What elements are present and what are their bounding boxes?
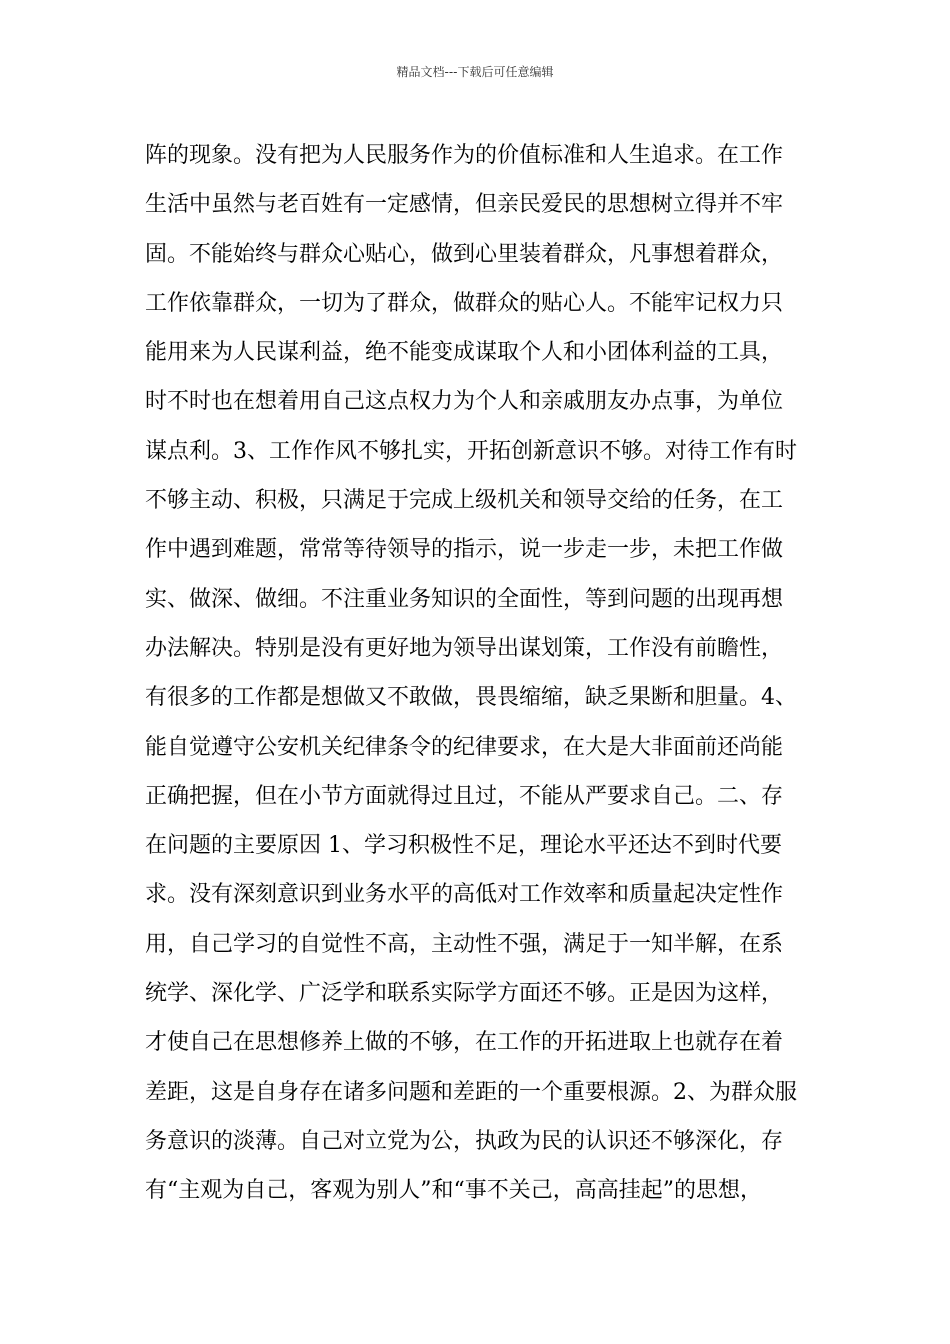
- text-line: 时不时也在想着用自己这点权力为个人和亲戚朋友办点事，为单位: [145, 389, 784, 415]
- text-line: 能自觉遵守公安机关纪律条令的纪律要求，在大是大非面前还尚能: [145, 734, 784, 760]
- text-line: 实、做深、做细。不注重业务知识的全面性，等到问题的出现再想: [145, 586, 784, 612]
- text-line: 生活中虽然与老百姓有一定感情，但亲民爱民的思想树立得并不牢: [145, 192, 784, 218]
- body-text: [145, 131, 825, 1216]
- text-line: 固。不能始终与群众心贴心，做到心里装着群众，凡事想着群众，: [145, 241, 784, 267]
- text-line: 办法解决。特别是没有更好地为领导出谋划策，工作没有前瞻性，: [145, 635, 784, 661]
- text-line: 不够主动、积极，只满足于完成上级机关和领导交给的任务，在工: [145, 488, 784, 514]
- text-line: 在问题的主要原因 1、学习积极性不足，理论水平还达不到时代要: [145, 833, 782, 859]
- text-line: 才使自己在思想修养上做的不够，在工作的开拓进取上也就存在着: [145, 1030, 784, 1056]
- text-line: 有很多的工作都是想做又不敢做，畏畏缩缩，缺乏果断和胆量。4、: [145, 685, 797, 711]
- text-line: 能用来为人民谋利益，绝不能变成谋取个人和小团体利益的工具，: [145, 340, 784, 366]
- text-line: 有“主观为自己，客观为别人”和“事不关己，高高挂起”的思想，: [145, 1178, 762, 1204]
- text-line: 统学、深化学、广泛学和联系实际学方面还不够。正是因为这样，: [145, 981, 784, 1007]
- text-line: 差距，这是自身存在诸多问题和差距的一个重要根源。2、为群众服: [145, 1079, 797, 1105]
- text-line: 用，自己学习的自觉性不高，主动性不强，满足于一知半解，在系: [145, 931, 784, 957]
- text-line: 作中遇到难题，常常等待领导的指示，说一步走一步，未把工作做: [145, 537, 784, 563]
- text-line: 工作依靠群众，一切为了群众，做群众的贴心人。不能牢记权力只: [145, 290, 784, 316]
- text-line: 求。没有深刻意识到业务水平的高低对工作效率和质量起决定性作: [145, 882, 784, 908]
- text-line: 谋点利。3、工作作风不够扎实，开拓创新意识不够。对待工作有时: [145, 438, 797, 464]
- text-line: 阵的现象。没有把为人民服务作为的价值标准和人生追求。在工作: [145, 143, 784, 168]
- page-header: 精品文档---下载后可任意编辑: [396, 65, 554, 79]
- text-line: 务意识的淡薄。自己对立党为公，执政为民的认识还不够深化，存: [145, 1128, 784, 1154]
- text-line: 正确把握，但在小节方面就得过且过，不能从严要求自己。二、存: [145, 783, 784, 809]
